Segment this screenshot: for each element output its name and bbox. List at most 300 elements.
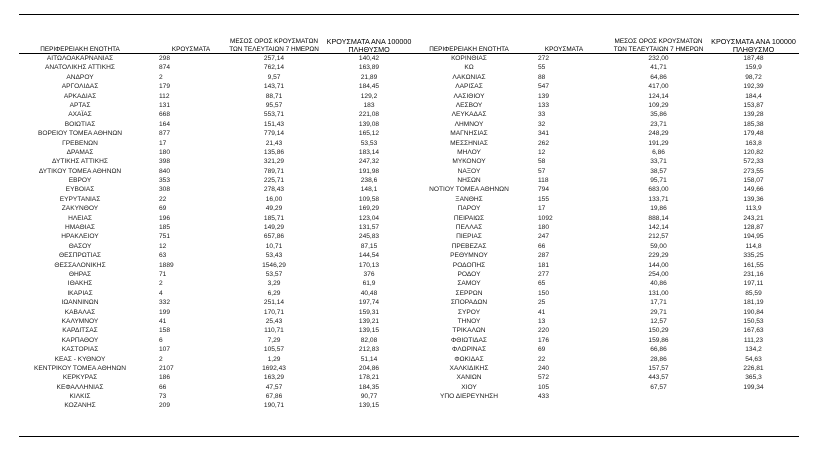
per100k-cell: 365,3 xyxy=(745,374,762,382)
per100k-cell: 191,98 xyxy=(358,167,380,175)
cases-cell: 196 xyxy=(159,214,171,222)
avg7-cell: 657,86 xyxy=(263,233,285,241)
region-cell: ΘΕΣΣΑΛΟΝΙΚΗΣ xyxy=(54,261,106,269)
avg7-cell: 7,29 xyxy=(267,336,281,344)
table-row xyxy=(19,157,416,166)
table-header-left xyxy=(19,28,416,53)
region-cell: ΚΑΛΥΜΝΟΥ xyxy=(61,317,99,325)
region-cell: ΜΕΣΣΗΝΙΑΣ xyxy=(450,139,488,147)
table-row xyxy=(19,63,416,72)
table-row xyxy=(416,383,799,392)
table-row xyxy=(19,336,416,345)
per100k-cell: 159,31 xyxy=(358,308,380,316)
table-row xyxy=(19,148,416,157)
per100k-cell: 139,36 xyxy=(743,195,764,203)
avg7-cell: 191,29 xyxy=(648,139,669,147)
region-cell: ΚΕΝΤΡΙΚΟΥ ΤΟΜΕΑ ΑΘΗΝΩΝ xyxy=(34,364,126,372)
cases-cell: 185 xyxy=(159,224,171,232)
cases-cell: 139 xyxy=(538,92,550,100)
table-row xyxy=(19,232,416,241)
cases-cell: 2107 xyxy=(159,364,174,372)
per100k-cell: 335,25 xyxy=(743,252,764,260)
bottom-rule xyxy=(19,436,799,437)
per100k-cell: 226,81 xyxy=(743,364,764,372)
region-cell: ΙΘΑΚΗΣ xyxy=(67,280,93,288)
per100k-cell: 184,35 xyxy=(358,383,380,391)
table-row xyxy=(19,73,416,82)
table-row xyxy=(416,289,799,298)
region-cell: ΛΑΚΩΝΙΑΣ xyxy=(452,73,486,81)
table-right xyxy=(416,28,799,401)
per100k-cell: 53,53 xyxy=(360,139,378,147)
per100k-cell: 167,63 xyxy=(743,327,764,335)
avg7-cell: 95,57 xyxy=(265,101,283,109)
region-cell: ΤΗΝΟΥ xyxy=(457,317,481,325)
avg7-cell: 21,43 xyxy=(265,139,283,147)
cases-cell: 41 xyxy=(538,308,546,316)
avg7-cell: 149,29 xyxy=(263,224,285,232)
header-avg7: ΜΕΣΟΣ ΟΡΟΣ ΚΡΟΥΣΜΑΤΩΝ ΤΩΝ ΤΕΛΕΥΤΑΙΩΝ 7 ΗΜΕΡΩΝ xyxy=(229,38,319,53)
region-cell: ΕΥΡΥΤΑΝΙΑΣ xyxy=(59,195,101,203)
table-row xyxy=(416,195,799,204)
table-row xyxy=(416,317,799,326)
table-row xyxy=(416,129,799,138)
table-row xyxy=(416,167,799,176)
cases-cell: 332 xyxy=(159,299,171,307)
table-row xyxy=(416,185,799,194)
region-cell: ΡΕΘΥΜΝΟΥ xyxy=(450,252,488,260)
avg7-cell: 157,57 xyxy=(648,364,669,372)
header-region: ΠΕΡΙΦΕΡΕΙΑΚΗ ΕΝΟΤΗΤΑ xyxy=(40,45,120,53)
cases-cell: 58 xyxy=(538,158,546,166)
table-row xyxy=(19,279,416,288)
avg7-cell: 49,29 xyxy=(265,205,283,213)
cases-cell: 6 xyxy=(159,336,163,344)
per100k-cell: 184,45 xyxy=(358,83,380,91)
per100k-cell: 163,8 xyxy=(745,139,762,147)
region-cell: ΦΩΚΙΔΑΣ xyxy=(454,355,484,363)
avg7-cell: 109,29 xyxy=(648,101,669,109)
avg7-cell: 53,43 xyxy=(265,252,283,260)
region-cell: ΙΩΑΝΝΙΝΩΝ xyxy=(61,299,99,307)
cases-cell: 12 xyxy=(538,148,546,156)
table-row xyxy=(416,63,799,72)
per100k-cell: 111,23 xyxy=(743,336,764,344)
per100k-cell: 221,08 xyxy=(358,111,380,119)
region-cell: ΓΡΕΒΕΝΩΝ xyxy=(62,139,98,147)
per100k-cell: 113,9 xyxy=(745,205,762,213)
table-row xyxy=(19,204,416,213)
avg7-cell: 23,71 xyxy=(650,120,667,128)
avg7-cell: 888,14 xyxy=(648,214,669,222)
cases-cell: 179 xyxy=(159,83,171,91)
avg7-cell: 150,29 xyxy=(648,327,669,335)
region-cell: ΕΒΡΟΥ xyxy=(68,177,92,185)
cases-cell: 186 xyxy=(159,374,171,382)
cases-cell: 180 xyxy=(159,148,171,156)
table-row xyxy=(19,54,416,63)
avg7-cell: 59,00 xyxy=(650,242,667,250)
region-cell: ΛΕΣΒΟΥ xyxy=(455,101,483,109)
region-cell: ΠΕΙΡΑΙΩΣ xyxy=(453,214,485,222)
region-cell: ΚΟΖΑΝΗΣ xyxy=(64,402,96,410)
cases-cell: 840 xyxy=(159,167,171,175)
avg7-cell: 1692,43 xyxy=(262,364,286,372)
cases-cell: 25 xyxy=(538,299,546,307)
avg7-cell: 9,57 xyxy=(267,73,281,81)
region-cell: ΧΙΟΥ xyxy=(461,383,477,391)
per100k-cell: 87,15 xyxy=(360,242,378,250)
region-cell: ΡΟΔΟΠΗΣ xyxy=(452,261,486,269)
per100k-cell: 148,1 xyxy=(360,186,378,194)
table-row xyxy=(19,373,416,382)
per100k-cell: 149,66 xyxy=(743,186,764,194)
per100k-cell: 199,34 xyxy=(743,383,764,391)
cases-cell: 66 xyxy=(159,383,167,391)
table-row xyxy=(416,308,799,317)
avg7-cell: 28,86 xyxy=(650,355,667,363)
region-cell: ΜΥΚΟΝΟΥ xyxy=(452,158,486,166)
table-row xyxy=(19,364,416,373)
region-cell: ΚΑΒΑΛΑΣ xyxy=(64,308,96,316)
avg7-cell: 135,86 xyxy=(263,148,285,156)
header-region: ΠΕΡΙΦΕΡΕΙΑΚΗ ΕΝΟΤΗΤΑ xyxy=(429,45,509,53)
cases-cell: 298 xyxy=(159,55,171,62)
table-row xyxy=(19,289,416,298)
avg7-cell: 144,00 xyxy=(648,261,669,269)
avg7-cell: 67,57 xyxy=(650,383,667,391)
per100k-cell: 40,48 xyxy=(360,289,378,297)
table-row xyxy=(19,270,416,279)
per100k-cell: 245,83 xyxy=(358,233,380,241)
table-left xyxy=(19,28,416,411)
avg7-cell: 29,71 xyxy=(650,308,667,316)
avg7-cell: 190,71 xyxy=(263,402,285,410)
region-cell: ΘΗΡΑΣ xyxy=(68,270,92,278)
region-cell: ΑΡΤΑΣ xyxy=(69,101,91,109)
table-row xyxy=(19,223,416,232)
per100k-cell: 51,14 xyxy=(360,355,378,363)
table-row xyxy=(416,232,799,241)
table-row xyxy=(19,92,416,101)
region-cell: ΗΡΑΚΛΕΙΟΥ xyxy=(61,233,99,241)
per100k-cell: 212,83 xyxy=(358,346,380,354)
per100k-cell: 231,16 xyxy=(743,270,764,278)
table-row xyxy=(416,242,799,251)
per100k-cell: 273,55 xyxy=(743,167,764,175)
table-row xyxy=(19,101,416,110)
cases-cell: 277 xyxy=(538,270,550,278)
cases-cell: 32 xyxy=(538,120,546,128)
table-row xyxy=(19,195,416,204)
cases-cell: 877 xyxy=(159,130,171,138)
avg7-cell: 553,71 xyxy=(263,111,285,119)
cases-cell: 13 xyxy=(538,317,546,325)
avg7-cell: 12,57 xyxy=(650,317,667,325)
avg7-cell: 1546,29 xyxy=(262,261,286,269)
table-header-right xyxy=(416,28,799,53)
avg7-cell: 133,71 xyxy=(648,195,669,203)
table-row xyxy=(19,326,416,335)
cases-cell: 22 xyxy=(159,195,167,203)
per100k-cell: 238,6 xyxy=(360,177,378,185)
region-cell: ΜΑΓΝΗΣΙΑΣ xyxy=(450,130,488,138)
per100k-cell: 61,9 xyxy=(362,280,376,288)
table-row xyxy=(19,82,416,91)
per100k-cell: 98,72 xyxy=(745,73,762,81)
region-cell: ΕΥΒΟΙΑΣ xyxy=(65,186,95,194)
cases-cell: 181 xyxy=(538,261,550,269)
region-cell: ΑΙΤΩΛΟΑΚΑΡΝΑΝΙΑΣ xyxy=(46,55,114,62)
table-row xyxy=(19,317,416,326)
avg7-cell: 248,29 xyxy=(648,130,669,138)
per100k-cell: 120,82 xyxy=(743,148,764,156)
table-row xyxy=(19,110,416,119)
avg7-cell: 16,00 xyxy=(265,195,283,203)
region-cell: ΛΑΣΙΘΙΟΥ xyxy=(453,92,485,100)
per100k-cell: 21,89 xyxy=(360,73,378,81)
avg7-cell: 683,00 xyxy=(648,186,669,194)
avg7-cell: 124,14 xyxy=(648,92,669,100)
per100k-cell: 197,11 xyxy=(743,280,764,288)
cases-cell: 73 xyxy=(159,393,167,401)
top-rule xyxy=(19,14,799,15)
table-row xyxy=(19,185,416,194)
region-cell: ΑΝΑΤΟΛΙΚΗΣ ΑΤΤΙΚΗΣ xyxy=(45,64,115,72)
avg7-cell: 278,43 xyxy=(263,186,285,194)
cases-cell: 398 xyxy=(159,158,171,166)
table-row xyxy=(19,345,416,354)
cases-cell: 55 xyxy=(538,64,546,72)
region-cell: ΚΑΡΠΑΘΟΥ xyxy=(61,336,99,344)
per100k-cell: 129,2 xyxy=(360,92,378,100)
per100k-cell: 204,86 xyxy=(358,364,380,372)
avg7-cell: 185,71 xyxy=(263,214,285,222)
per100k-cell: 158,07 xyxy=(743,177,764,185)
region-cell: ΑΡΓΟΛΙΔΑΣ xyxy=(61,83,99,91)
cases-cell: 2 xyxy=(159,355,163,363)
table-row xyxy=(19,401,416,410)
region-cell: ΠΕΛΛΑΣ xyxy=(455,224,483,232)
cases-cell: 33 xyxy=(538,111,546,119)
region-cell: ΛΑΡΙΣΑΣ xyxy=(455,83,483,91)
per100k-cell: 139,15 xyxy=(358,327,380,335)
table-row xyxy=(416,298,799,307)
table-row xyxy=(416,110,799,119)
table-row xyxy=(19,308,416,317)
avg7-cell: 163,29 xyxy=(263,374,285,382)
region-cell: ΡΟΔΟΥ xyxy=(457,270,481,278)
region-cell: ΧΑΝΙΩΝ xyxy=(456,374,482,382)
per100k-cell: 150,53 xyxy=(743,317,764,325)
cases-cell: 57 xyxy=(538,167,546,175)
table-row xyxy=(19,251,416,260)
avg7-cell: 142,14 xyxy=(648,224,669,232)
region-cell: ΥΠΟ ΔΙΕΡΕΥΝΗΣΗ xyxy=(440,393,498,401)
avg7-cell: 105,57 xyxy=(263,346,285,354)
region-cell: ΛΗΜΝΟΥ xyxy=(454,120,484,128)
cases-cell: 69 xyxy=(538,346,546,354)
per100k-cell: 161,55 xyxy=(743,261,764,269)
cases-cell: 272 xyxy=(538,55,550,62)
per100k-cell: 140,42 xyxy=(358,55,380,62)
avg7-cell: 170,71 xyxy=(263,308,285,316)
cases-cell: 668 xyxy=(159,111,171,119)
region-cell: ΒΟΡΕΙΟΥ ΤΟΜΕΑ ΑΘΗΝΩΝ xyxy=(37,130,123,138)
region-cell: ΝΗΣΩΝ xyxy=(457,177,481,185)
region-cell: ΠΑΡΟΥ xyxy=(457,205,481,213)
table-row xyxy=(19,120,416,129)
region-cell: ΤΡΙΚΑΛΩΝ xyxy=(452,327,486,335)
cases-cell: 1092 xyxy=(538,214,553,222)
per100k-cell: 247,32 xyxy=(358,158,380,166)
avg7-cell: 6,29 xyxy=(267,289,281,297)
header-avg7: ΜΕΣΟΣ ΟΡΟΣ ΚΡΟΥΣΜΑΤΩΝ ΤΩΝ ΤΕΛΕΥΤΑΙΩΝ 7 ΗΜΕΡΩΝ xyxy=(613,38,704,53)
cases-cell: 133 xyxy=(538,101,550,109)
table-row xyxy=(416,223,799,232)
avg7-cell: 251,14 xyxy=(263,299,285,307)
avg7-cell: 33,71 xyxy=(650,158,667,166)
per100k-cell: 82,08 xyxy=(360,336,378,344)
per100k-cell: 170,13 xyxy=(358,261,380,269)
avg7-cell: 10,71 xyxy=(265,242,283,250)
region-cell: ΠΡΕΒΕΖΑΣ xyxy=(451,242,487,250)
per100k-cell: 572,33 xyxy=(743,158,764,166)
per100k-cell: 85,59 xyxy=(745,289,762,297)
cases-cell: 240 xyxy=(538,364,550,372)
region-cell: ΝΟΤΙΟΥ ΤΟΜΕΑ ΑΘΗΝΩΝ xyxy=(429,186,509,194)
avg7-cell: 110,71 xyxy=(264,327,284,335)
avg7-cell: 38,57 xyxy=(650,167,667,175)
avg7-cell: 88,71 xyxy=(265,92,283,100)
cases-cell: 176 xyxy=(538,336,550,344)
region-cell: ΚΑΣΤΟΡΙΑΣ xyxy=(61,346,99,354)
region-cell: ΘΕΣΠΡΩΤΙΑΣ xyxy=(58,252,102,260)
table-row xyxy=(416,73,799,82)
table-row xyxy=(19,139,416,148)
cases-cell: 17 xyxy=(159,139,167,147)
per100k-cell: 128,87 xyxy=(743,224,764,232)
region-cell: ΔΡΑΜΑΣ xyxy=(66,148,94,156)
table-row xyxy=(416,279,799,288)
avg7-cell: 232,00 xyxy=(648,55,669,62)
region-cell: ΗΛΕΙΑΣ xyxy=(68,214,92,222)
cases-cell: 308 xyxy=(159,186,171,194)
avg7-cell: 41,71 xyxy=(650,64,667,72)
per100k-cell: 131,57 xyxy=(358,224,380,232)
cases-cell: 180 xyxy=(538,224,550,232)
cases-cell: 2 xyxy=(159,280,163,288)
cases-cell: 63 xyxy=(159,252,167,260)
region-cell: ΘΑΣΟΥ xyxy=(68,242,92,250)
region-cell: ΣΥΡΟΥ xyxy=(457,308,481,316)
region-cell: ΛΕΥΚΑΔΑΣ xyxy=(451,111,487,119)
cases-cell: 1889 xyxy=(159,261,174,269)
region-cell: ΚΟΡΙΝΘΙΑΣ xyxy=(451,55,487,62)
table-body-right xyxy=(416,54,799,401)
header-cases: ΚΡΟΥΣΜΑΤΑ xyxy=(171,45,211,53)
avg7-cell: 40,86 xyxy=(650,280,667,288)
region-cell: ΔΥΤΙΚΟΥ ΤΟΜΕΑ ΑΘΗΝΩΝ xyxy=(38,167,122,175)
cases-cell: 4 xyxy=(159,289,163,297)
avg7-cell: 229,29 xyxy=(648,252,669,260)
avg7-cell: 95,71 xyxy=(650,177,667,185)
table-row xyxy=(416,139,799,148)
per100k-cell: 90,77 xyxy=(360,393,378,401)
per100k-cell: 139,08 xyxy=(358,120,380,128)
region-cell: ΚΑΡΔΙΤΣΑΣ xyxy=(62,327,98,335)
region-cell: ΞΑΝΘΗΣ xyxy=(455,195,483,203)
cases-cell: 88 xyxy=(538,73,546,81)
avg7-cell: 3,29 xyxy=(267,280,281,288)
per100k-cell: 139,15 xyxy=(358,402,380,410)
cases-cell: 112 xyxy=(159,92,170,100)
region-cell: ΖΑΚΥΝΘΟΥ xyxy=(61,205,99,213)
cases-cell: 158 xyxy=(159,327,171,335)
per100k-cell: 159,9 xyxy=(745,64,762,72)
table-row xyxy=(19,242,416,251)
cases-cell: 433 xyxy=(538,393,550,401)
avg7-cell: 6,86 xyxy=(652,148,665,156)
table-row xyxy=(416,373,799,382)
cases-cell: 66 xyxy=(538,242,546,250)
region-cell: ΦΛΩΡΙΝΑΣ xyxy=(451,346,487,354)
avg7-cell: 53,57 xyxy=(265,270,283,278)
table-row xyxy=(416,176,799,185)
table-row xyxy=(416,251,799,260)
table-row xyxy=(416,364,799,373)
per100k-cell: 185,38 xyxy=(743,120,764,128)
cases-cell: 164 xyxy=(159,120,171,128)
avg7-cell: 17,71 xyxy=(650,299,667,307)
avg7-cell: 789,71 xyxy=(263,167,285,175)
avg7-cell: 35,86 xyxy=(650,111,667,119)
cases-cell: 155 xyxy=(538,195,550,203)
cases-cell: 105 xyxy=(538,383,550,391)
per100k-cell: 169,29 xyxy=(358,205,380,213)
per100k-cell: 179,48 xyxy=(743,130,764,138)
avg7-cell: 151,43 xyxy=(263,120,285,128)
avg7-cell: 66,86 xyxy=(650,346,667,354)
region-cell: ΑΧΑΪΑΣ xyxy=(68,111,92,119)
cases-cell: 794 xyxy=(538,186,550,194)
region-cell: ΣΕΡΡΩΝ xyxy=(455,289,483,297)
cases-cell: 65 xyxy=(538,280,546,288)
cases-cell: 874 xyxy=(159,64,171,72)
table-row xyxy=(416,392,799,401)
region-cell: ΑΡΚΑΔΙΑΣ xyxy=(63,92,97,100)
region-cell: ΑΝΔΡΟΥ xyxy=(66,73,94,81)
region-cell: ΦΘΙΩΤΙΔΑΣ xyxy=(451,336,487,344)
region-cell: ΒΟΙΩΤΙΑΣ xyxy=(64,120,96,128)
avg7-cell: 779,14 xyxy=(263,130,285,138)
avg7-cell: 257,14 xyxy=(263,55,285,62)
per100k-cell: 109,58 xyxy=(358,195,380,203)
avg7-cell: 64,86 xyxy=(650,73,667,81)
table-row xyxy=(19,214,416,223)
avg7-cell: 143,71 xyxy=(263,83,285,91)
cases-cell: 287 xyxy=(538,252,550,260)
cases-cell: 41 xyxy=(159,317,167,325)
cases-cell: 199 xyxy=(159,308,171,316)
avg7-cell: 67,86 xyxy=(265,393,283,401)
region-cell: ΙΚΑΡΙΑΣ xyxy=(67,289,93,297)
table-row xyxy=(416,355,799,364)
avg7-cell: 159,86 xyxy=(648,336,669,344)
per100k-cell: 197,74 xyxy=(358,299,380,307)
table-body-left xyxy=(19,54,416,411)
table-row xyxy=(19,355,416,364)
